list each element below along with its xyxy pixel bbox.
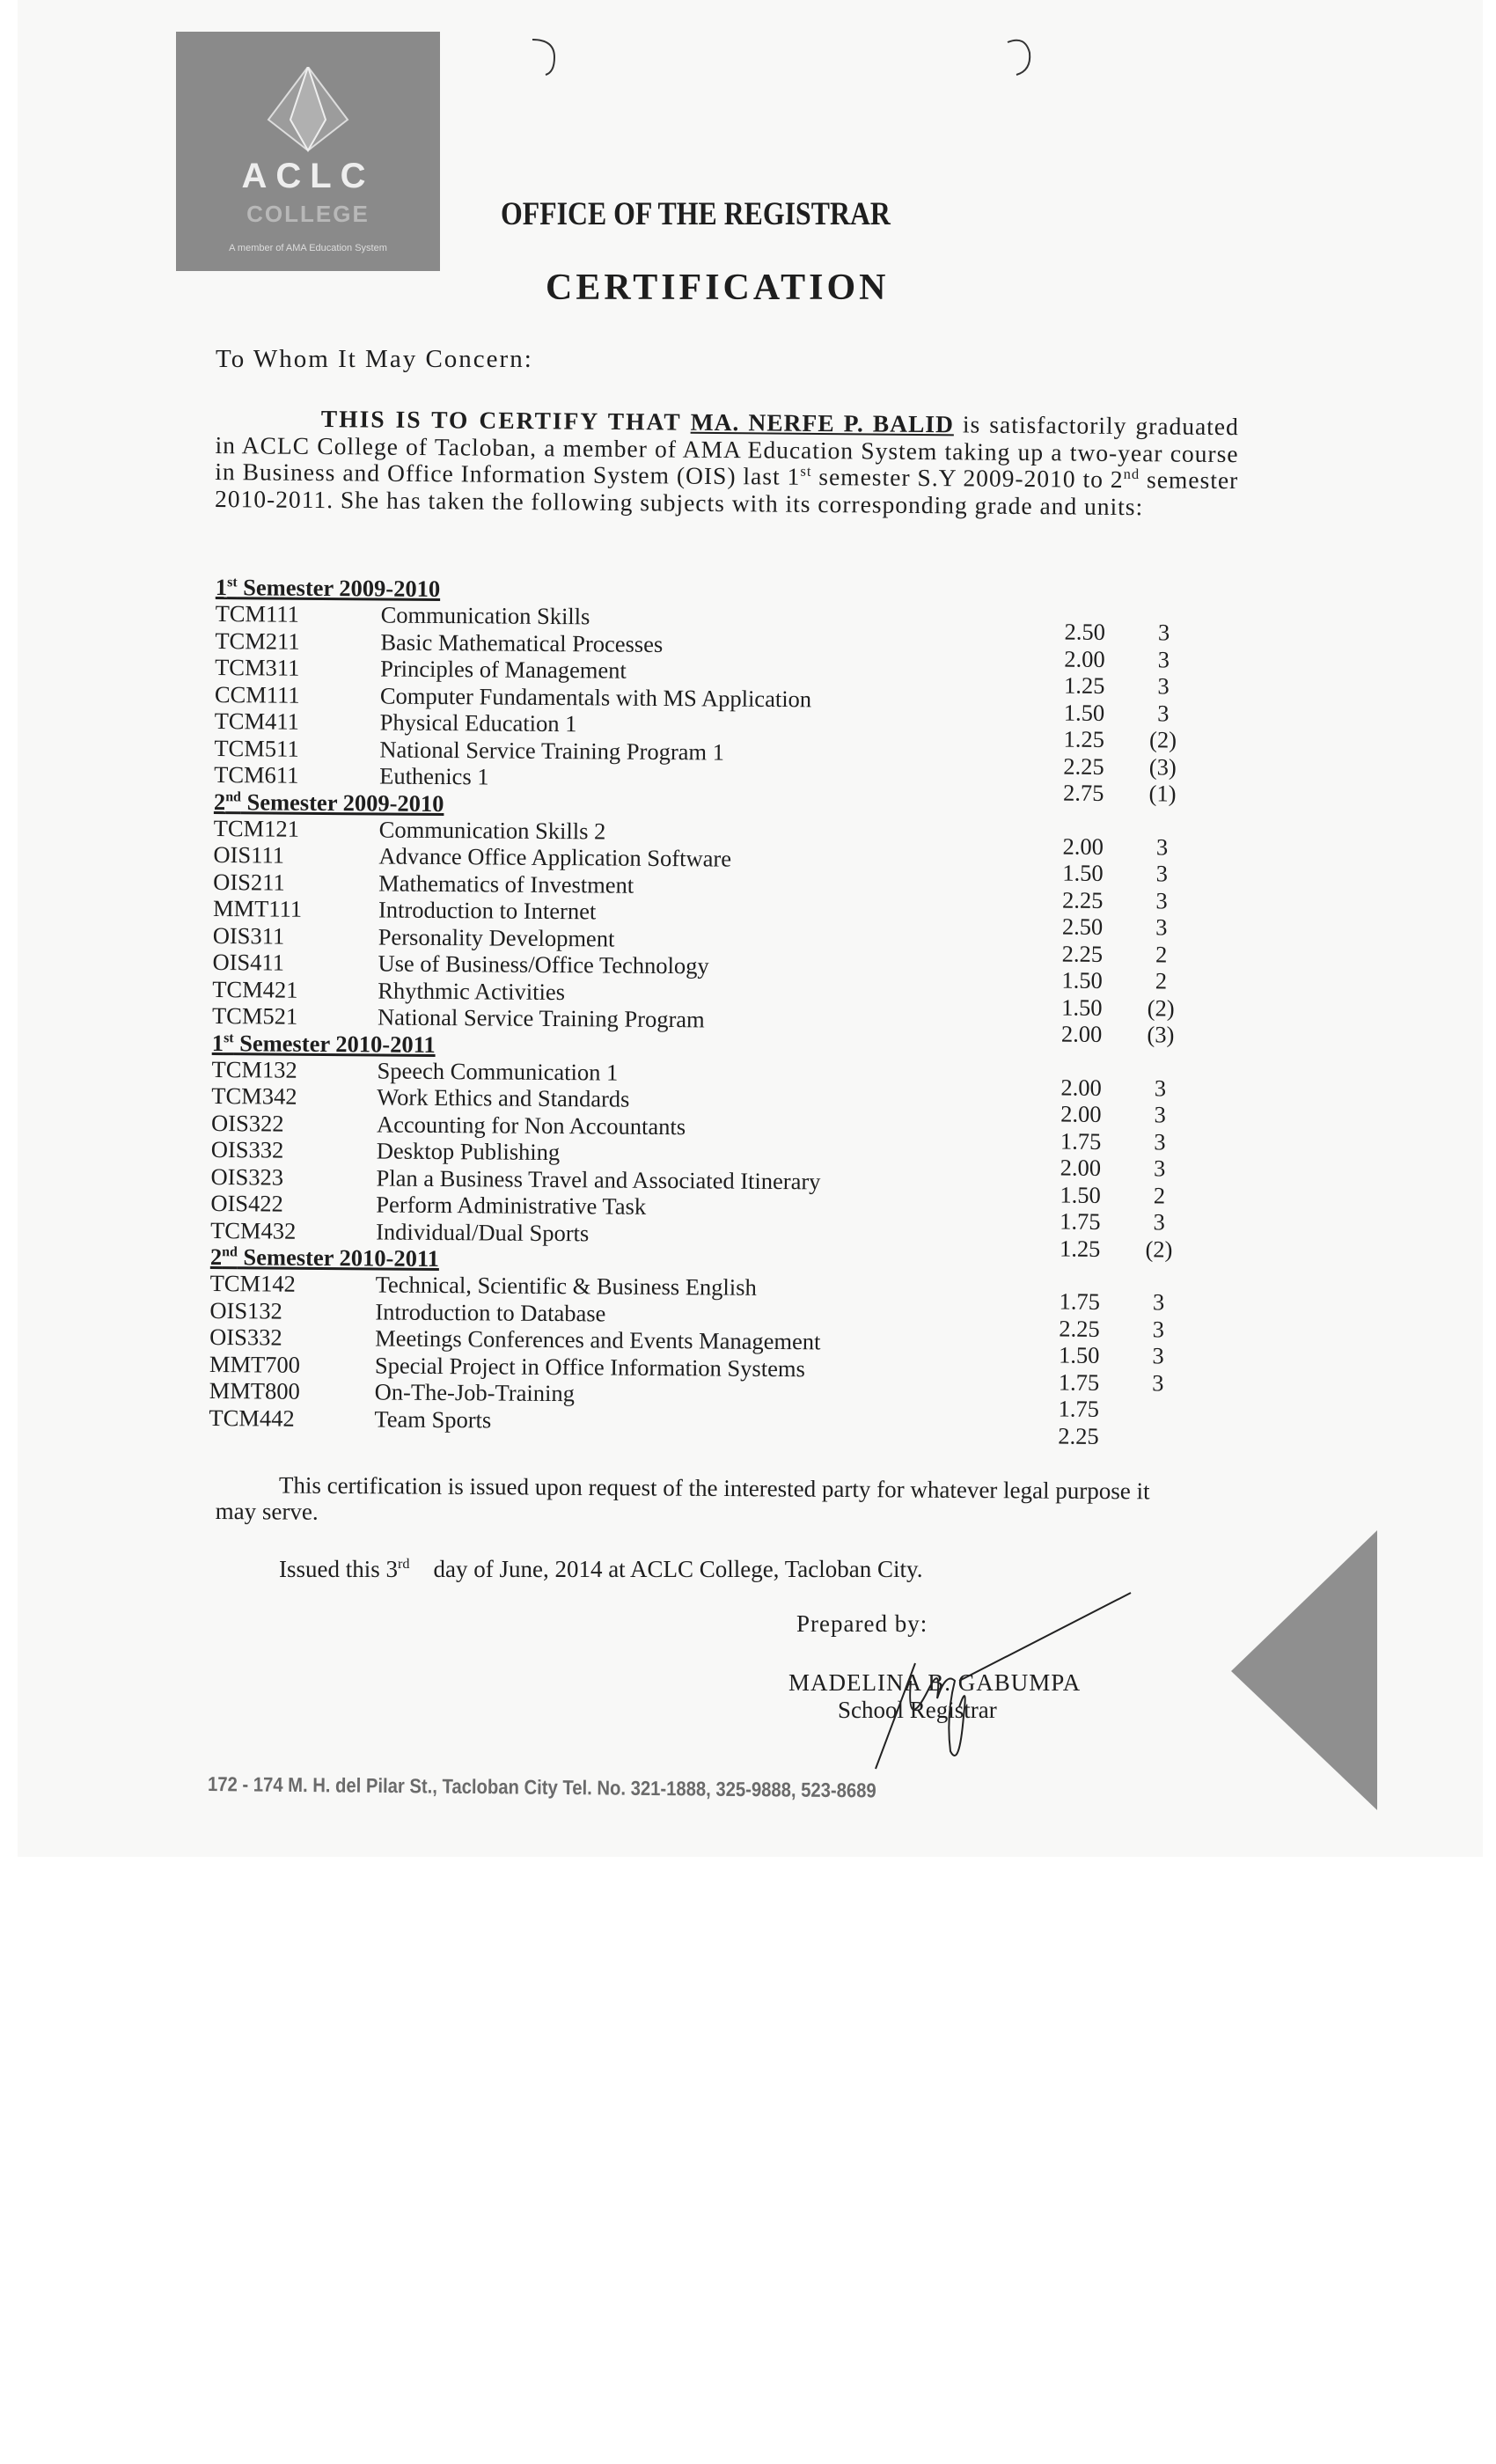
subject-grade: 1.25 <box>1063 671 1105 699</box>
subject-grade: 2.25 <box>1061 940 1104 967</box>
subject-title: Introduction to Internet <box>378 896 597 925</box>
subject-code: TCM342 <box>211 1082 297 1110</box>
college-logo <box>176 32 440 271</box>
subject-grade: 2.50 <box>1064 618 1106 645</box>
certify-lead: THIS IS TO CERTIFY THAT <box>320 405 682 436</box>
punch-hole-mark <box>528 35 563 79</box>
superscript: nd <box>1123 465 1140 483</box>
subject-grade: 1.50 <box>1058 1341 1100 1368</box>
subject-title: Physical Education 1 <box>379 708 577 737</box>
subject-units: (1) <box>1148 780 1177 807</box>
subject-title: Plan a Business Travel and Associated Itinerary <box>376 1163 821 1194</box>
subject-units: 2 <box>1153 1181 1166 1208</box>
subject-grade: 2.25 <box>1063 752 1104 780</box>
subject-title: Introduction to Database <box>375 1297 606 1327</box>
issued-date <box>279 1556 923 1583</box>
subject-title: Euthenics 1 <box>379 762 489 790</box>
closing-paragraph: This certification is issued upon request of the interested party for whatever legal purpose it may serve. <box>215 1471 1150 1525</box>
subject-code: OIS332 <box>210 1135 284 1163</box>
signatory-role: School Registrar <box>838 1697 997 1723</box>
subject-units: (3) <box>1147 1021 1175 1048</box>
subject-code: TCM511 <box>214 734 299 762</box>
subject-title: Individual/Dual Sports <box>376 1217 590 1246</box>
subject-units: 3 <box>1152 1368 1164 1396</box>
subject-code: MMT700 <box>209 1350 301 1378</box>
semester-heading: 2nd Semester 2010-2011 <box>209 1243 440 1272</box>
subject-code: TCM121 <box>213 814 300 842</box>
footer-address: 172 - 174 M. H. del Pilar St., Tacloban City Tel. No. 321-1888, 325-9888, 523-8689 <box>207 1772 876 1802</box>
student-name: MA. NERFE P. BALID <box>690 407 955 438</box>
greeting: To Whom It May Concern: <box>216 345 533 373</box>
subject-grade: 1.50 <box>1061 994 1103 1021</box>
subject-grade: 1.50 <box>1063 699 1105 726</box>
subject-units: (2) <box>1148 726 1177 753</box>
subject-title: On-The-Job-Training <box>374 1378 576 1407</box>
subject-title: Principles of Management <box>380 655 627 684</box>
subject-code: MMT800 <box>209 1376 300 1404</box>
subject-code: OIS311 <box>212 921 285 950</box>
subject-units: 3 <box>1153 1208 1165 1236</box>
subject-title: Personality Development <box>378 922 615 952</box>
subject-grade: 1.50 <box>1062 859 1104 886</box>
subject-title: Perform Administrative Task <box>376 1191 647 1220</box>
subject-title: Work Ethics and Standards <box>377 1083 630 1112</box>
subject-grade: 1.75 <box>1059 1287 1101 1315</box>
subject-code: MMT111 <box>212 894 303 922</box>
body-text: semester S.Y 2009-2010 to 2 <box>811 462 1124 494</box>
subject-code: OIS411 <box>212 948 285 976</box>
subject-title: Speech Communication 1 <box>377 1056 619 1086</box>
prepared-by-label: Prepared by: <box>796 1610 928 1637</box>
subject-units: (3) <box>1148 752 1177 781</box>
subject-grade: 2.25 <box>1058 1422 1099 1449</box>
semester-heading: 1st Semester 2010-2011 <box>211 1029 436 1058</box>
subject-title: Use of Business/Office Technology <box>378 950 709 979</box>
office-heading: OFFICE OF THE REGISTRAR <box>501 196 891 232</box>
subject-code: TCM611 <box>214 760 299 788</box>
subject-units: 3 <box>1154 1127 1166 1155</box>
subject-title: National Service Training Program 1 <box>379 735 725 766</box>
subject-units: 3 <box>1154 1074 1167 1102</box>
subject-grade: 1.75 <box>1060 1127 1102 1155</box>
subject-units: 3 <box>1155 860 1169 887</box>
subject-grade: 2.25 <box>1062 886 1104 913</box>
subject-units: 3 <box>1155 913 1168 941</box>
subject-code: TCM211 <box>215 627 300 655</box>
subject-units: 3 <box>1155 832 1169 861</box>
subject-code: OIS111 <box>213 840 285 869</box>
subject-title: Advance Office Application Software <box>378 842 732 872</box>
subject-units: 3 <box>1157 699 1170 727</box>
subject-grade: 1.75 <box>1060 1207 1101 1235</box>
subject-units: (2) <box>1145 1235 1173 1263</box>
subject-units: 3 <box>1154 1101 1166 1128</box>
subject-title: Computer Fundamentals with MS Application <box>379 681 812 712</box>
subject-code: TCM132 <box>211 1055 297 1083</box>
subject-units: 3 <box>1152 1288 1165 1316</box>
subject-code: OIS323 <box>210 1162 284 1191</box>
subject-title: Meetings Conferences and Events Management <box>375 1324 821 1355</box>
superscript: st <box>800 462 812 480</box>
subject-code: OIS211 <box>213 868 285 896</box>
certification-paragraph <box>215 405 1239 521</box>
subject-grade: 2.00 <box>1060 1020 1103 1047</box>
subject-grade: 2.25 <box>1059 1315 1100 1342</box>
handwritten-signature <box>862 1584 1144 1778</box>
subject-units: 3 <box>1155 886 1168 914</box>
subject-units: 2 <box>1155 940 1168 968</box>
body-text: is satisfactorily graduated in ACLC College of Tacloban, a member of AMA Education System taking up a two-year course in Business and Office Information System (OIS) last 1 <box>215 410 1239 490</box>
subject-title: Rhythmic Activities <box>378 976 566 1005</box>
superscript: rd <box>398 1556 410 1572</box>
subject-grade: 1.50 <box>1060 1181 1101 1208</box>
issued-text: day of June, 2014 at ACLC College, Tacloban City. <box>409 1556 923 1582</box>
logo-tagline: A member of AMA Education System <box>229 243 387 253</box>
subject-grade: 2.00 <box>1064 645 1105 672</box>
logo-sub: COLLEGE <box>246 201 370 227</box>
subject-units: 3 <box>1152 1315 1165 1342</box>
subject-code: OIS322 <box>210 1109 284 1137</box>
subject-units: 3 <box>1157 619 1170 646</box>
subject-grade: 1.25 <box>1059 1235 1101 1262</box>
subject-units: 3 <box>1152 1342 1164 1369</box>
subject-units: 3 <box>1157 672 1170 700</box>
subject-code: TCM421 <box>212 975 298 1003</box>
subject-title: Basic Mathematical Processes <box>380 627 664 657</box>
subject-title: Communication Skills <box>380 601 590 630</box>
subject-units: (2) <box>1147 994 1175 1022</box>
subject-code: TCM521 <box>211 1001 298 1030</box>
subject-grade: 2.00 <box>1060 1154 1102 1181</box>
punch-hole-mark <box>1003 35 1038 79</box>
subject-grade: 1.75 <box>1058 1395 1100 1422</box>
subject-grade: 2.50 <box>1061 913 1104 940</box>
signatory-name: MADELINA B. GABUMPA <box>788 1669 1082 1696</box>
logo-name: ACLC <box>241 157 375 195</box>
subject-code: TCM111 <box>215 599 299 627</box>
subject-code: OIS422 <box>210 1189 283 1217</box>
subject-code: TCM432 <box>210 1216 297 1244</box>
subject-title: Accounting for Non Accountants <box>376 1110 686 1140</box>
body-text: semester 2010-2011. She has taken the following subjects with its corresponding grade and units: <box>214 466 1239 520</box>
subject-title: Desktop Publishing <box>376 1137 561 1166</box>
issued-text: Issued this 3 <box>279 1556 398 1582</box>
subject-grade: 2.75 <box>1062 779 1104 806</box>
subject-units: 3 <box>1153 1155 1166 1182</box>
decorative-triangle <box>1231 1530 1377 1812</box>
grades-list <box>209 574 1201 1449</box>
subject-code: OIS132 <box>209 1296 282 1324</box>
subject-title: Mathematics of Investment <box>378 869 634 898</box>
subject-code: CCM111 <box>214 680 300 708</box>
subject-grade: 2.00 <box>1060 1074 1102 1101</box>
subject-title: Communication Skills 2 <box>378 815 606 844</box>
subject-title: National Service Training Program <box>377 1003 705 1033</box>
subject-title: Team Sports <box>374 1404 492 1433</box>
subject-code: TCM442 <box>209 1404 295 1432</box>
subject-code: OIS332 <box>209 1323 282 1351</box>
subject-grade: 1.50 <box>1061 966 1103 994</box>
subject-grade: 1.25 <box>1063 725 1105 752</box>
subject-code: TCM411 <box>214 707 300 735</box>
subject-grade: 2.00 <box>1060 1100 1102 1127</box>
logo-diamond-icon <box>260 67 356 155</box>
subject-grade: 2.00 <box>1062 832 1104 860</box>
semester-heading: 2nd Semester 2009-2010 <box>213 788 444 817</box>
subject-units: 2 <box>1155 967 1168 994</box>
subject-title: Technical, Scientific & Business English <box>375 1271 757 1301</box>
semester-heading: 1st Semester 2009-2010 <box>215 574 441 603</box>
subject-code: TCM142 <box>209 1269 296 1297</box>
subject-units: 3 <box>1157 645 1170 673</box>
subject-grade: 1.75 <box>1058 1368 1100 1396</box>
subject-title: Special Project in Office Information Systems <box>374 1351 805 1382</box>
subject-code: TCM311 <box>215 653 300 681</box>
document-title: CERTIFICATION <box>546 268 890 308</box>
